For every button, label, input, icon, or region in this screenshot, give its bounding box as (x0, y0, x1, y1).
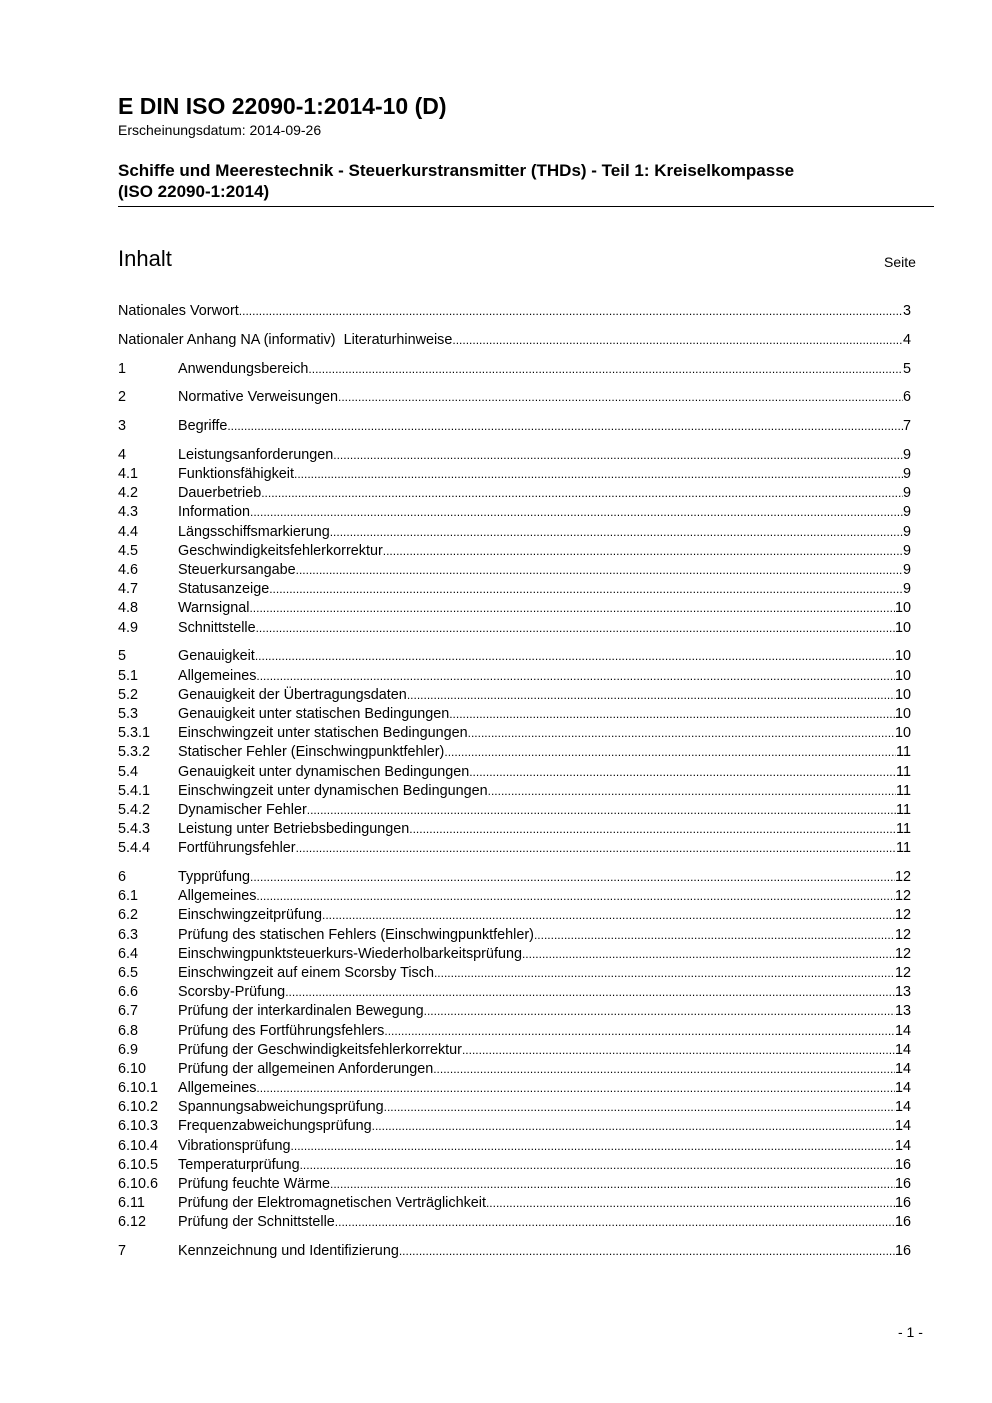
toc-leader-dots (333, 446, 903, 465)
toc-entry-number: 4.5 (118, 542, 139, 559)
toc-leader-dots (407, 686, 895, 705)
toc-entry-page: 9 (902, 446, 911, 463)
toc-entry[interactable] (118, 446, 911, 465)
toc-entry[interactable] (118, 1213, 911, 1232)
toc-entry-page: 11 (896, 840, 911, 857)
toc-leader-dots (296, 561, 903, 580)
toc-entry[interactable] (118, 580, 911, 599)
toc-entry[interactable] (118, 1117, 911, 1136)
toc-leader-dots (452, 331, 903, 350)
toc-leader-dots (409, 820, 896, 839)
toc-entry-title: Prüfung der Schnittstelle (178, 1214, 335, 1231)
toc-entry-title: Kennzeichnung und Identifizierung (178, 1243, 399, 1260)
toc-entry-number: 6.2 (118, 907, 139, 924)
toc-entry-title: Funktionsfähigkeit (178, 466, 294, 483)
toc-entry-page: 10 (894, 667, 911, 684)
toc-entry-page: 9 (902, 523, 911, 540)
toc-leader-dots (307, 801, 896, 820)
toc-entry-number: 6.11 (118, 1195, 145, 1212)
toc-entry-number: 7 (118, 1243, 127, 1260)
toc-entry[interactable] (118, 1022, 911, 1041)
toc-entry-page: 16 (894, 1195, 911, 1212)
toc-entry-number: 6.6 (118, 984, 139, 1001)
toc-entry-number: 6.10.6 (118, 1176, 159, 1193)
toc-entry-page: 14 (894, 1137, 911, 1154)
toc-entry-page: 14 (894, 1099, 911, 1116)
toc-entry-title: Einschwingzeit unter statischen Bedingungen (178, 725, 468, 742)
toc-leader-dots (294, 465, 903, 484)
toc-entry-page: 11 (896, 763, 911, 780)
toc-entry[interactable] (118, 667, 911, 686)
toc-entry-page: 12 (894, 869, 911, 886)
toc-entry[interactable] (118, 1060, 911, 1079)
toc-leader-dots (534, 926, 895, 945)
toc-entry-page: 12 (894, 907, 911, 924)
toc-entry-title: Fortführungsfehler (178, 840, 296, 857)
toc-entry-number: 5.4.3 (118, 821, 151, 838)
toc-entry-page: 9 (902, 542, 911, 559)
toc-entry-page: 13 (894, 984, 911, 1001)
toc-entry-title: Leistung unter Betriebsbedingungen (178, 821, 410, 838)
toc-entry-number: 4.7 (118, 581, 139, 598)
toc-entry-number: 4.8 (118, 600, 139, 617)
toc-entry-title: Allgemeines (178, 1080, 257, 1097)
toc-entry-page: 12 (894, 926, 911, 943)
toc-entry-number: 1 (118, 360, 127, 377)
toc-leader-dots (330, 523, 903, 542)
toc-leader-dots (300, 1156, 895, 1175)
toc-entry-number: 4.2 (118, 485, 139, 502)
page-number: - 1 - (898, 1324, 923, 1340)
toc-entry-title: Begriffe (178, 418, 228, 435)
toc-entry-title: Geschwindigkeitsfehlerkorrektur (178, 542, 383, 559)
toc-entry-number: 5.4.4 (118, 840, 151, 857)
toc-entry[interactable] (118, 1175, 911, 1194)
toc-entry-number: 6.12 (118, 1214, 147, 1231)
toc-entry-title: Anwendungsbereich (178, 360, 309, 377)
toc-entry-number: 5 (118, 648, 127, 665)
toc-leader-dots (285, 983, 895, 1002)
toc-leader-dots (250, 868, 895, 887)
publication-date: Erscheinungsdatum: 2014-09-26 (118, 122, 322, 138)
toc-entry-title: Vibrationsprüfung (178, 1137, 291, 1154)
toc-entry-page: 9 (902, 581, 911, 598)
toc-entry[interactable] (118, 1156, 911, 1175)
toc-leader-dots (330, 1175, 895, 1194)
toc-leader-dots (249, 599, 895, 618)
toc-entry-title: Einschwingpunktsteuerkurs-Wiederholbarkeitsprüfung (178, 945, 522, 962)
toc-entry[interactable] (118, 1079, 911, 1098)
toc-leader-dots (256, 887, 895, 906)
toc-entry-title: Dauerbetrieb (178, 485, 262, 502)
toc-entry-page: 9 (902, 466, 911, 483)
toc-leader-dots (434, 964, 895, 983)
toc-entry[interactable] (118, 561, 911, 580)
toc-entry[interactable] (118, 868, 911, 887)
toc-entry-number: 6.8 (118, 1022, 139, 1039)
toc-entry-number: 6.10 (118, 1060, 147, 1077)
toc-entry-title: Statusanzeige (178, 581, 270, 598)
toc-entry-title: Statischer Fehler (Einschwingpunktfehler) (178, 744, 445, 761)
toc-entry-title: Einschwingzeit auf einem Scorsby Tisch (178, 964, 434, 981)
toc-entry-title: Dynamischer Fehler (178, 801, 307, 818)
toc-entry-title: Einschwingzeitprüfung (178, 907, 322, 924)
toc-entry[interactable] (118, 820, 911, 839)
toc-entry-page: 7 (902, 418, 911, 435)
toc-entry-title: Temperaturprüfung (178, 1156, 300, 1173)
toc-entry-title: Scorsby-Prüfung (178, 984, 286, 1001)
header-divider (118, 206, 934, 207)
toc-entry-page: 11 (896, 744, 911, 761)
toc-entry[interactable] (118, 887, 911, 906)
toc-entry[interactable] (118, 743, 911, 762)
toc-leader-dots (255, 647, 895, 666)
toc-entry[interactable] (118, 983, 911, 1002)
toc-leader-dots (308, 360, 903, 379)
toc-leader-dots (383, 542, 903, 561)
toc-leader-dots (338, 388, 903, 407)
toc-entry-title: Einschwingzeit unter dynamischen Bedingungen (178, 782, 488, 799)
toc-entry[interactable] (118, 926, 911, 945)
toc-entry-title: Genauigkeit (178, 648, 255, 665)
toc-entry[interactable] (118, 388, 911, 407)
toc-entry-page: 12 (894, 945, 911, 962)
toc-leader-dots (239, 302, 903, 321)
toc-entry[interactable] (118, 1242, 911, 1261)
toc-entry[interactable] (118, 302, 911, 321)
toc-entry-number: 4.1 (118, 466, 139, 483)
toc-entry[interactable] (118, 964, 911, 983)
table-of-contents (118, 302, 911, 1261)
toc-entry-number: 6.9 (118, 1041, 139, 1058)
toc-entry[interactable] (118, 599, 911, 618)
toc-entry[interactable] (118, 1098, 911, 1117)
toc-entry-title: Prüfung der interkardinalen Bewegung (178, 1003, 424, 1020)
toc-entry-page: 14 (894, 1060, 911, 1077)
toc-leader-dots (384, 1098, 895, 1117)
toc-entry[interactable] (118, 1194, 911, 1213)
toc-entry-title: Genauigkeit unter statischen Bedingungen (178, 705, 450, 722)
toc-entry-page: 6 (902, 389, 911, 406)
toc-entry-title: Allgemeines (178, 667, 257, 684)
toc-leader-dots (256, 1079, 895, 1098)
subject-line-1: Schiffe und Meerestechnik - Steuerkurstransmitter (THDs) - Teil 1: Kreiselkompasse (118, 161, 795, 180)
toc-entry-number: 5.3.2 (118, 744, 151, 761)
toc-entry-title: Steuerkursangabe (178, 562, 296, 579)
toc-leader-dots (449, 705, 895, 724)
toc-leader-dots (469, 763, 896, 782)
toc-entry[interactable] (118, 1137, 911, 1156)
toc-entry-number: 6.10.1 (118, 1080, 159, 1097)
toc-entry-page: 11 (896, 801, 911, 818)
toc-leader-dots (372, 1117, 895, 1136)
toc-entry-title: Prüfung des statischen Fehlers (Einschwingpunktfehler) (178, 926, 534, 943)
toc-leader-dots (384, 1022, 895, 1041)
toc-entry-title: Prüfung der Geschwindigkeitsfehlerkorrektur (178, 1041, 462, 1058)
toc-entry-page: 12 (894, 888, 911, 905)
toc-entry-page: 16 (894, 1176, 911, 1193)
toc-entry-number: 3 (118, 418, 127, 435)
toc-entry-title-main: Nationaler Anhang NA (118, 331, 260, 348)
toc-leader-dots (522, 945, 895, 964)
toc-leader-dots (227, 417, 903, 436)
toc-entry-number: 6.10.5 (118, 1156, 159, 1173)
toc-entry-title: Längsschiffsmarkierung (178, 523, 330, 540)
toc-entry-number: 5.2 (118, 686, 139, 703)
toc-entry-title: Leistungsanforderungen (178, 446, 334, 463)
toc-entry-number: 2 (118, 389, 127, 406)
toc-entry-title: Normative Verweisungen (178, 389, 338, 406)
toc-entry[interactable] (118, 417, 911, 436)
toc-entry-page: 9 (902, 485, 911, 502)
toc-entry-title: Genauigkeit unter dynamischen Bedingungen (178, 763, 470, 780)
toc-entry-page: 4 (902, 331, 911, 348)
toc-entry[interactable] (118, 763, 911, 782)
toc-entry-title: Allgemeines (178, 888, 257, 905)
toc-entry-number: 5.3.1 (118, 725, 151, 742)
toc-entry-page: 16 (894, 1243, 911, 1260)
toc-entry-title (118, 331, 452, 350)
toc-entry-number: 4.9 (118, 619, 139, 636)
toc-entry-title: Genauigkeit der Übertragungsdaten (178, 686, 407, 703)
toc-leader-dots (488, 782, 896, 801)
toc-entry-page: 3 (902, 303, 911, 319)
toc-entry-number: 4.4 (118, 523, 139, 540)
toc-entry[interactable] (118, 906, 911, 925)
toc-entry-number: 6.10.4 (118, 1137, 159, 1154)
toc-leader-dots (424, 1002, 895, 1021)
toc-entry-number: 5.1 (118, 667, 139, 684)
toc-entry-number: 5.4.1 (118, 782, 151, 799)
document-title: E DIN ISO 22090-1:2014-10 (D) (118, 93, 447, 119)
toc-entry-number: 4.6 (118, 562, 139, 579)
toc-entry[interactable] (118, 705, 911, 724)
toc-entry-number: 5.4 (118, 763, 139, 780)
toc-entry-number: 6.3 (118, 926, 139, 943)
toc-entry-page: 14 (894, 1080, 911, 1097)
toc-entry-title: Prüfung der Elektromagnetischen Verträglichkeit (178, 1195, 486, 1212)
toc-entry-title-suffix: Literaturhinweise (343, 331, 453, 348)
toc-entry[interactable] (118, 945, 911, 964)
toc-entry[interactable] (118, 360, 911, 379)
toc-entry-number: 6.1 (118, 888, 139, 905)
toc-entry[interactable] (118, 503, 911, 522)
toc-leader-dots (433, 1060, 895, 1079)
toc-entry-title: Schnittstelle (178, 619, 256, 636)
toc-entry-title: Spannungsabweichungsprüfung (178, 1099, 384, 1116)
toc-entry-number: 6.10.3 (118, 1118, 159, 1135)
page-column-label: Seite (884, 254, 916, 270)
toc-entry-page: 10 (894, 619, 911, 636)
toc-leader-dots (444, 743, 896, 762)
toc-entry-title: Prüfung des Fortführungsfehlers (178, 1022, 385, 1039)
toc-entry-page: 12 (894, 964, 911, 981)
toc-entry-title: Prüfung feuchte Wärme (178, 1176, 330, 1193)
toc-leader-dots (335, 1213, 895, 1232)
toc-entry-title: Nationales Vorwort (118, 303, 239, 319)
toc-leader-dots (256, 667, 895, 686)
toc-entry-number: 6.7 (118, 1003, 139, 1020)
toc-entry-page: 14 (894, 1041, 911, 1058)
document-subject (118, 160, 933, 202)
toc-entry-page: 13 (894, 1003, 911, 1020)
toc-entry-title: Prüfung der allgemeinen Anforderungen (178, 1060, 434, 1077)
toc-entry-page: 10 (894, 705, 911, 722)
toc-entry-note: (informativ) (263, 331, 336, 348)
toc-entry[interactable] (118, 484, 911, 503)
toc-entry-page: 10 (894, 686, 911, 703)
toc-entry-number: 6.5 (118, 964, 139, 981)
toc-leader-dots (269, 580, 903, 599)
toc-leader-dots (250, 503, 903, 522)
toc-leader-dots (296, 839, 896, 858)
toc-leader-dots (256, 619, 895, 638)
toc-entry-page: 10 (894, 600, 911, 617)
toc-leader-dots (291, 1137, 895, 1156)
toc-entry-number: 4 (118, 446, 127, 463)
toc-entry[interactable] (118, 647, 911, 666)
toc-entry-page: 5 (902, 360, 911, 377)
toc-entry[interactable] (118, 465, 911, 484)
toc-leader-dots (322, 906, 895, 925)
toc-leader-dots (462, 1041, 895, 1060)
toc-entry[interactable] (118, 523, 911, 542)
toc-entry[interactable] (118, 686, 911, 705)
toc-entry[interactable] (118, 542, 911, 561)
toc-entry[interactable] (118, 724, 911, 743)
toc-entry-page: 16 (894, 1156, 911, 1173)
toc-entry[interactable] (118, 782, 911, 801)
toc-entry-page: 9 (902, 504, 911, 521)
toc-entry[interactable] (118, 619, 911, 638)
toc-entry[interactable] (118, 1002, 911, 1021)
toc-entry-page: 11 (896, 782, 911, 799)
toc-entry-title: Warnsignal (178, 600, 250, 617)
toc-leader-dots (468, 724, 895, 743)
toc-entry-page: 16 (894, 1214, 911, 1231)
subject-line-2: (ISO 22090-1:2014) (118, 182, 270, 201)
toc-heading: Inhalt (118, 246, 172, 271)
toc-entry[interactable] (118, 331, 911, 350)
toc-entry-number: 6 (118, 869, 127, 886)
toc-entry-number: 4.3 (118, 504, 139, 521)
toc-entry-page: 14 (894, 1118, 911, 1135)
toc-entry-page: 10 (894, 648, 911, 665)
toc-entry[interactable] (118, 1041, 911, 1060)
toc-entry-number: 5.4.2 (118, 801, 151, 818)
toc-entry-number: 6.4 (118, 945, 139, 962)
toc-entry-title: Frequenzabweichungsprüfung (178, 1118, 372, 1135)
toc-entry-page: 10 (894, 725, 911, 742)
toc-entry-page: 9 (902, 562, 911, 579)
toc-leader-dots (486, 1194, 895, 1213)
toc-entry-number: 5.3 (118, 705, 139, 722)
toc-entry[interactable] (118, 801, 911, 820)
toc-entry-title: Information (178, 504, 250, 521)
toc-leader-dots (261, 484, 903, 503)
toc-entry-page: 11 (896, 821, 911, 838)
toc-leader-dots (399, 1242, 895, 1261)
toc-entry-page: 14 (894, 1022, 911, 1039)
toc-entry[interactable] (118, 839, 911, 858)
toc-entry-title: Typprüfung (178, 869, 251, 886)
toc-entry-number: 6.10.2 (118, 1099, 159, 1116)
